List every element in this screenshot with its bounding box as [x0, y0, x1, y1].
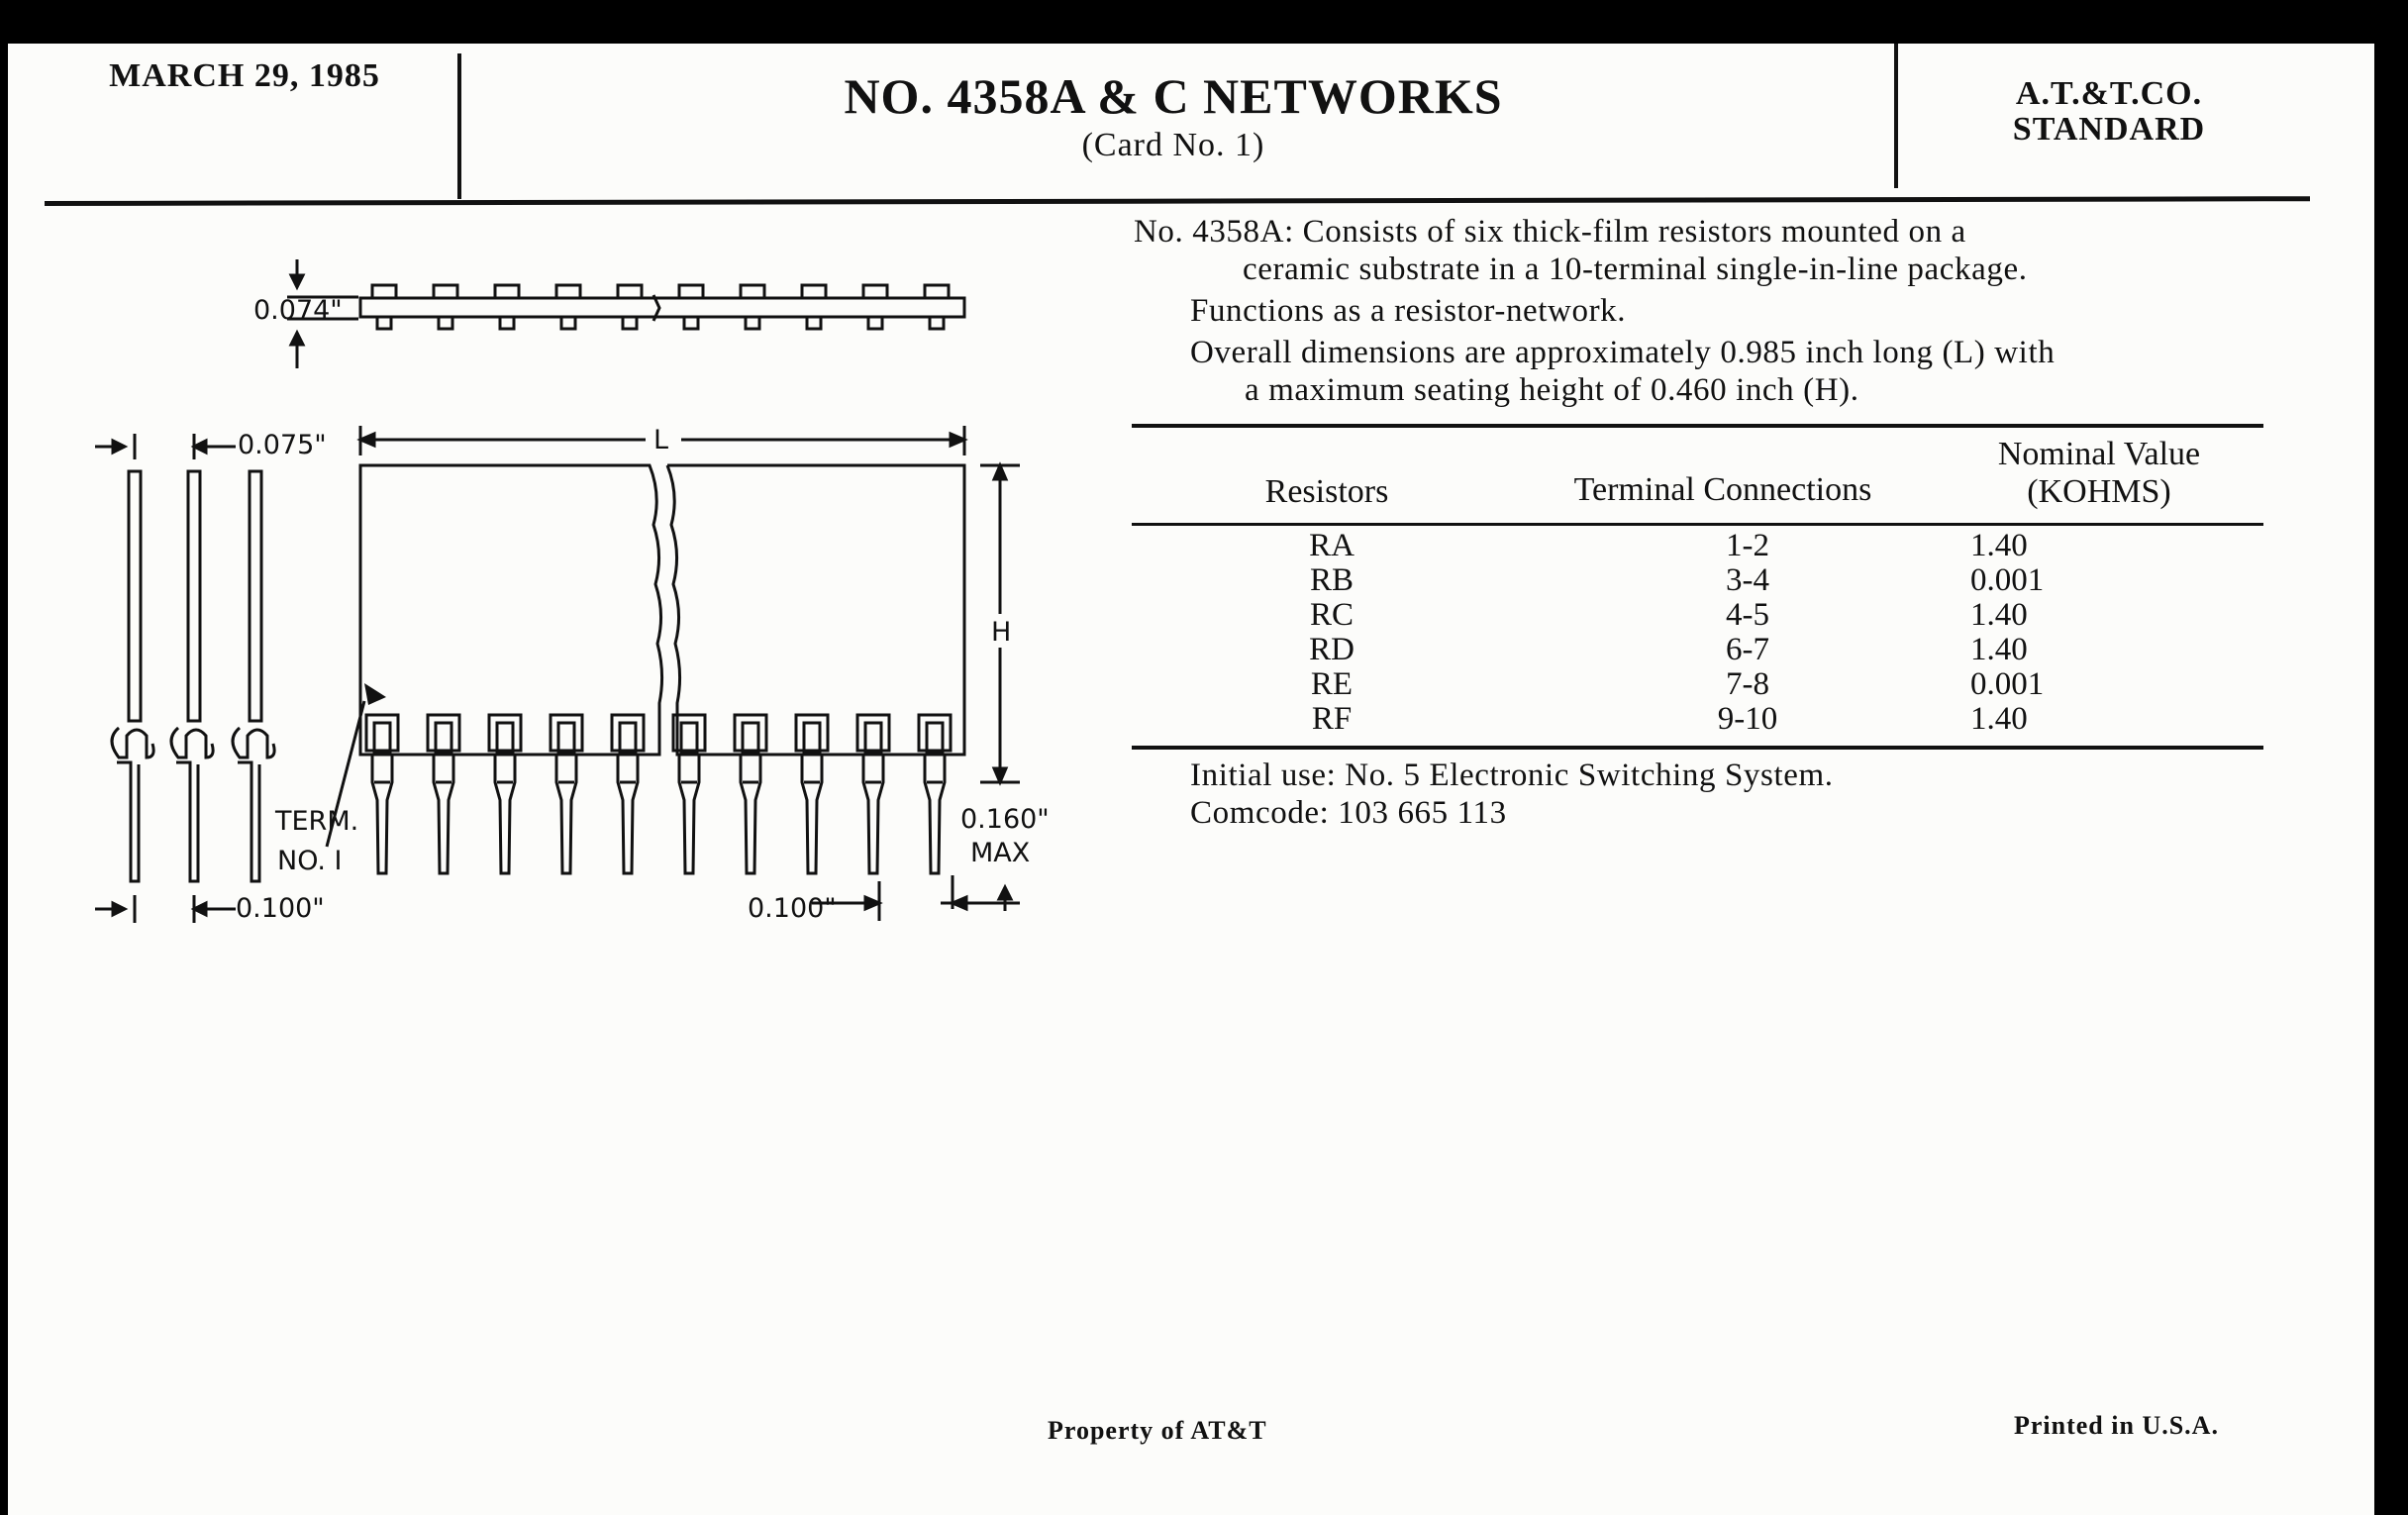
value-cell: 0.001 — [1970, 562, 2045, 598]
front-terminal-lead — [796, 715, 828, 873]
description-para1-line1: No. 4358A: Consists of six thick-film resistors mounted on a — [1134, 214, 1966, 250]
front-terminal-lead — [366, 715, 398, 873]
comcode-note: Comcode: 103 665 113 — [1190, 795, 1507, 831]
col-header-value — [1941, 436, 2258, 511]
col-header-value-line1: Nominal Value — [1997, 436, 2201, 472]
dim-side-spacing-label: 0.100" — [236, 893, 325, 924]
description-para3-line2: a maximum seating height of 0.460 inch (H). — [1245, 372, 1859, 408]
scan-edge — [2374, 0, 2408, 1515]
description-para2: Functions as a resistor-network. — [1190, 293, 1627, 329]
dim-thickness-label: 0.074" — [253, 295, 343, 326]
front-terminal-lead — [551, 715, 582, 873]
table-row — [1257, 702, 2248, 737]
table-header-rule — [1132, 523, 2263, 526]
table-bottom-rule — [1132, 746, 2263, 750]
terminals-cell: 1-2 — [1726, 528, 1769, 563]
col-header-resistors: Resistors — [1264, 473, 1389, 510]
top-terminal-tab — [863, 285, 887, 329]
notes — [1190, 757, 1834, 832]
table-row — [1257, 529, 2248, 563]
property-notice: Property of AT&T — [1048, 1416, 1267, 1445]
printed-notice: Printed in U.S.A. — [2014, 1411, 2219, 1440]
header-divider-right — [1894, 44, 1898, 188]
top-terminal-tab — [372, 285, 396, 329]
table-row — [1257, 667, 2248, 702]
term-label-line2: NO. I — [277, 846, 343, 876]
table-row — [1257, 563, 2248, 598]
description-para3-line1: Overall dimensions are approximately 0.985 inch long (L) with — [1190, 335, 2056, 370]
dim-lead-length-line1: 0.160" — [960, 804, 1050, 835]
page-subtitle: (Card No. 1) — [1081, 127, 1265, 163]
standard-line-2: STANDARD — [2012, 111, 2206, 148]
front-view-package — [327, 426, 1020, 921]
resistor-cell: RA — [1309, 528, 1354, 563]
resistor-cell: RB — [1309, 562, 1354, 598]
dim-front-spacing-label: 0.100" — [748, 893, 837, 924]
front-terminal-lead — [428, 715, 459, 873]
top-terminal-tab — [495, 285, 519, 329]
front-terminal-lead — [489, 715, 521, 873]
resistor-cell: RE — [1310, 666, 1354, 702]
description-para1-line2: ceramic substrate in a 10-terminal single-in-line package. — [1243, 252, 2028, 287]
top-terminal-tab — [618, 285, 642, 329]
initial-use-note: Initial use: No. 5 Electronic Switching System. — [1190, 758, 1834, 793]
value-cell: 1.40 — [1970, 597, 2028, 633]
col-header-value-line2: (KOHMS) — [2027, 473, 2171, 510]
top-terminal-tab — [802, 285, 826, 329]
table-top-rule — [1132, 424, 2263, 428]
col-header-terminals: Terminal Connections — [1573, 471, 1872, 508]
resistor-cell: RF — [1311, 701, 1353, 737]
top-terminal-tab — [925, 285, 949, 329]
issue-date: MARCH 29, 1985 — [109, 57, 380, 94]
top-terminal-tab — [679, 285, 703, 329]
value-cell: 0.001 — [1970, 666, 2045, 702]
dim-lead-pitch-label: 0.075" — [238, 430, 327, 460]
dim-height-label: H — [991, 617, 1012, 648]
top-terminal-tab — [741, 285, 764, 329]
terminals-cell: 7-8 — [1726, 666, 1769, 702]
top-terminal-tab — [556, 285, 580, 329]
value-cell: 1.40 — [1970, 528, 2028, 563]
front-terminal-lead — [919, 715, 951, 873]
standard-line-1: A.T.&T.CO. — [2015, 75, 2203, 112]
network-drawing — [0, 0, 1089, 951]
front-terminal-lead — [735, 715, 766, 873]
dim-length-label: L — [653, 425, 669, 455]
term-label-line1: TERM. — [275, 806, 359, 837]
page-title: NO. 4358A & C NETWORKS — [844, 68, 1503, 124]
dim-lead-length-line2: MAX — [970, 838, 1031, 868]
front-terminal-lead — [612, 715, 644, 873]
description — [1134, 213, 2055, 409]
terminals-cell: 3-4 — [1726, 562, 1769, 598]
resistor-cell: RC — [1309, 597, 1354, 633]
terminals-cell: 6-7 — [1726, 632, 1769, 667]
table-row — [1257, 598, 2248, 633]
table-body — [1257, 529, 2248, 737]
side-view-leads — [95, 434, 274, 923]
standard-label — [1911, 76, 2307, 148]
resistor-cell: RD — [1309, 632, 1354, 667]
value-cell: 1.40 — [1970, 701, 2028, 737]
terminals-cell: 4-5 — [1726, 597, 1769, 633]
terminals-cell: 9-10 — [1717, 701, 1778, 737]
value-cell: 1.40 — [1970, 632, 2028, 667]
front-terminal-lead — [857, 715, 889, 873]
top-view-package — [287, 259, 964, 368]
table-row — [1257, 633, 2248, 667]
top-terminal-tab — [434, 285, 457, 329]
